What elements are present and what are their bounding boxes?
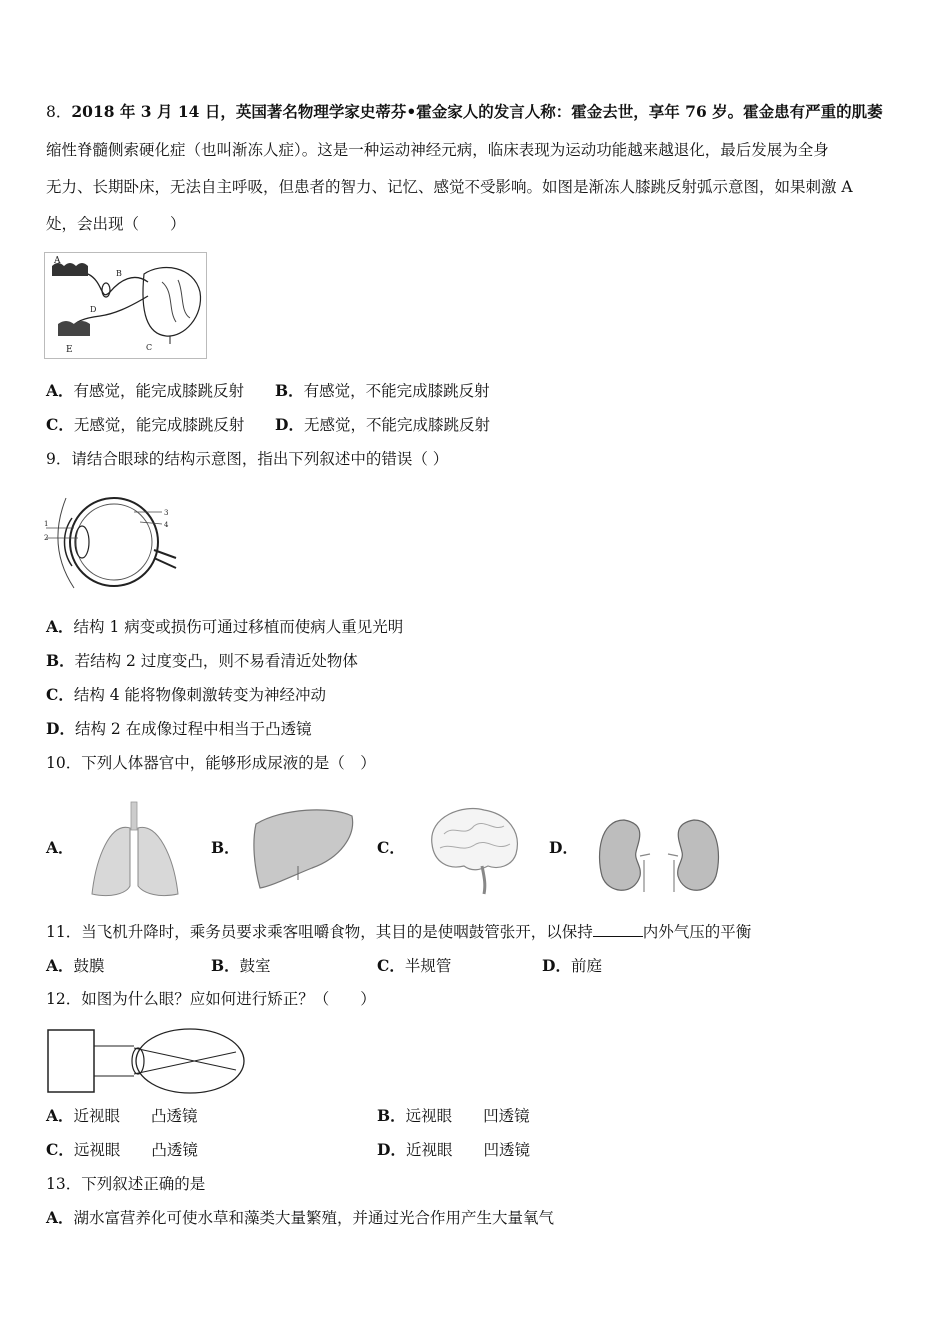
q12-option-b[interactable]: B．远视眼 凹透镜 <box>377 1106 530 1125</box>
answer-blank <box>593 922 643 937</box>
q10-option-c-key[interactable]: C． <box>377 838 405 857</box>
q8-stem-line: 处，会出现（ ） <box>46 215 186 233</box>
q12-option-a[interactable]: A．近视眼 凸透镜 <box>46 1106 198 1125</box>
eye-focus-figure <box>44 1024 248 1096</box>
figure-label-a: A <box>54 256 61 266</box>
q11-option-c[interactable]: C．半规管 <box>377 956 452 975</box>
q10-option-b-key[interactable]: B． <box>211 838 240 857</box>
q8-option-c[interactable]: C．无感觉，能完成膝跳反射 <box>46 415 245 434</box>
q12-option-c[interactable]: C．远视眼 凸透镜 <box>46 1140 198 1159</box>
q8-stem-line: 缩性脊髓侧索硬化症（也叫渐冻人症）。这是一种运动神经元病，临床表现为运动功能越来越退化，最后发展为全身 <box>46 141 829 159</box>
lungs-image[interactable] <box>90 798 180 898</box>
q8-option-a[interactable]: A．有感觉，能完成膝跳反射 <box>46 381 245 400</box>
figure-label-c: C <box>146 343 153 352</box>
q8-option-b[interactable]: B．有感觉，不能完成膝跳反射 <box>275 381 490 400</box>
q11-option-b[interactable]: B．鼓室 <box>211 956 271 975</box>
figure-label-4: 4 <box>164 521 169 529</box>
q12-stem: 12．如图为什么眼？应如何进行矫正？（ ） <box>46 990 376 1008</box>
q10-option-a-key[interactable]: A． <box>46 838 74 857</box>
q9-option-a[interactable]: A．结构 1 病变或损伤可通过移植而使病人重见光明 <box>46 617 404 636</box>
figure-label-b: B <box>116 269 122 278</box>
brain-image[interactable] <box>424 804 524 896</box>
q8-line-1 <box>46 102 883 122</box>
q8-stem-line: 2018 年 3 月 14 日，英国著名物理学家史蒂芬•霍金家人的发言人称：霍金去世，享年 76 岁。霍金患有严重的肌萎 <box>71 102 883 121</box>
q9-option-b[interactable]: B．若结构 2 过度变凸，则不易看清近处物体 <box>46 651 358 670</box>
figure-label-e: E <box>66 345 73 355</box>
q11-option-a[interactable]: A．鼓膜 <box>46 956 105 975</box>
figure-label-3: 3 <box>164 509 169 517</box>
q8-option-d[interactable]: D．无感觉，不能完成膝跳反射 <box>275 415 490 434</box>
q10-stem: 10．下列人体器官中，能够形成尿液的是（ ） <box>46 754 376 772</box>
q11-stem: 11．当飞机升降时，乘务员要求乘客咀嚼食物，其目的是使咽鼓管张开，以保持 内外气压的平衡 <box>46 923 752 941</box>
reflex-arc-figure <box>44 252 208 360</box>
figure-label-d: D <box>90 305 97 314</box>
q9-stem: 9．请结合眼球的结构示意图，指出下列叙述中的错误（ ） <box>46 450 449 468</box>
kidneys-image[interactable] <box>594 814 724 898</box>
q13-option-a[interactable]: A．湖水富营养化可使水草和藻类大量繁殖，并通过光合作用产生大量氧气 <box>46 1208 555 1227</box>
eyeball-figure <box>44 488 178 598</box>
liver-image[interactable] <box>252 806 356 890</box>
q8-stem-line: 无力、长期卧床，无法自主呼吸，但患者的智力、记忆、感觉不受影响。如图是渐冻人膝跳反射弧示意图，如果刺激 A <box>46 178 853 196</box>
q9-option-c[interactable]: C．结构 4 能将物像刺激转变为神经冲动 <box>46 685 327 704</box>
figure-label-1: 1 <box>44 520 49 528</box>
q10-option-d-key[interactable]: D． <box>549 838 578 857</box>
q9-option-d[interactable]: D．结构 2 在成像过程中相当于凸透镜 <box>46 719 312 738</box>
figure-label-2: 2 <box>44 534 49 542</box>
q11-option-d[interactable]: D．前庭 <box>542 956 602 975</box>
q8-number: 8． <box>46 103 72 121</box>
q12-option-d[interactable]: D．近视眼 凹透镜 <box>377 1140 530 1159</box>
q13-stem: 13．下列叙述正确的是 <box>46 1175 206 1193</box>
